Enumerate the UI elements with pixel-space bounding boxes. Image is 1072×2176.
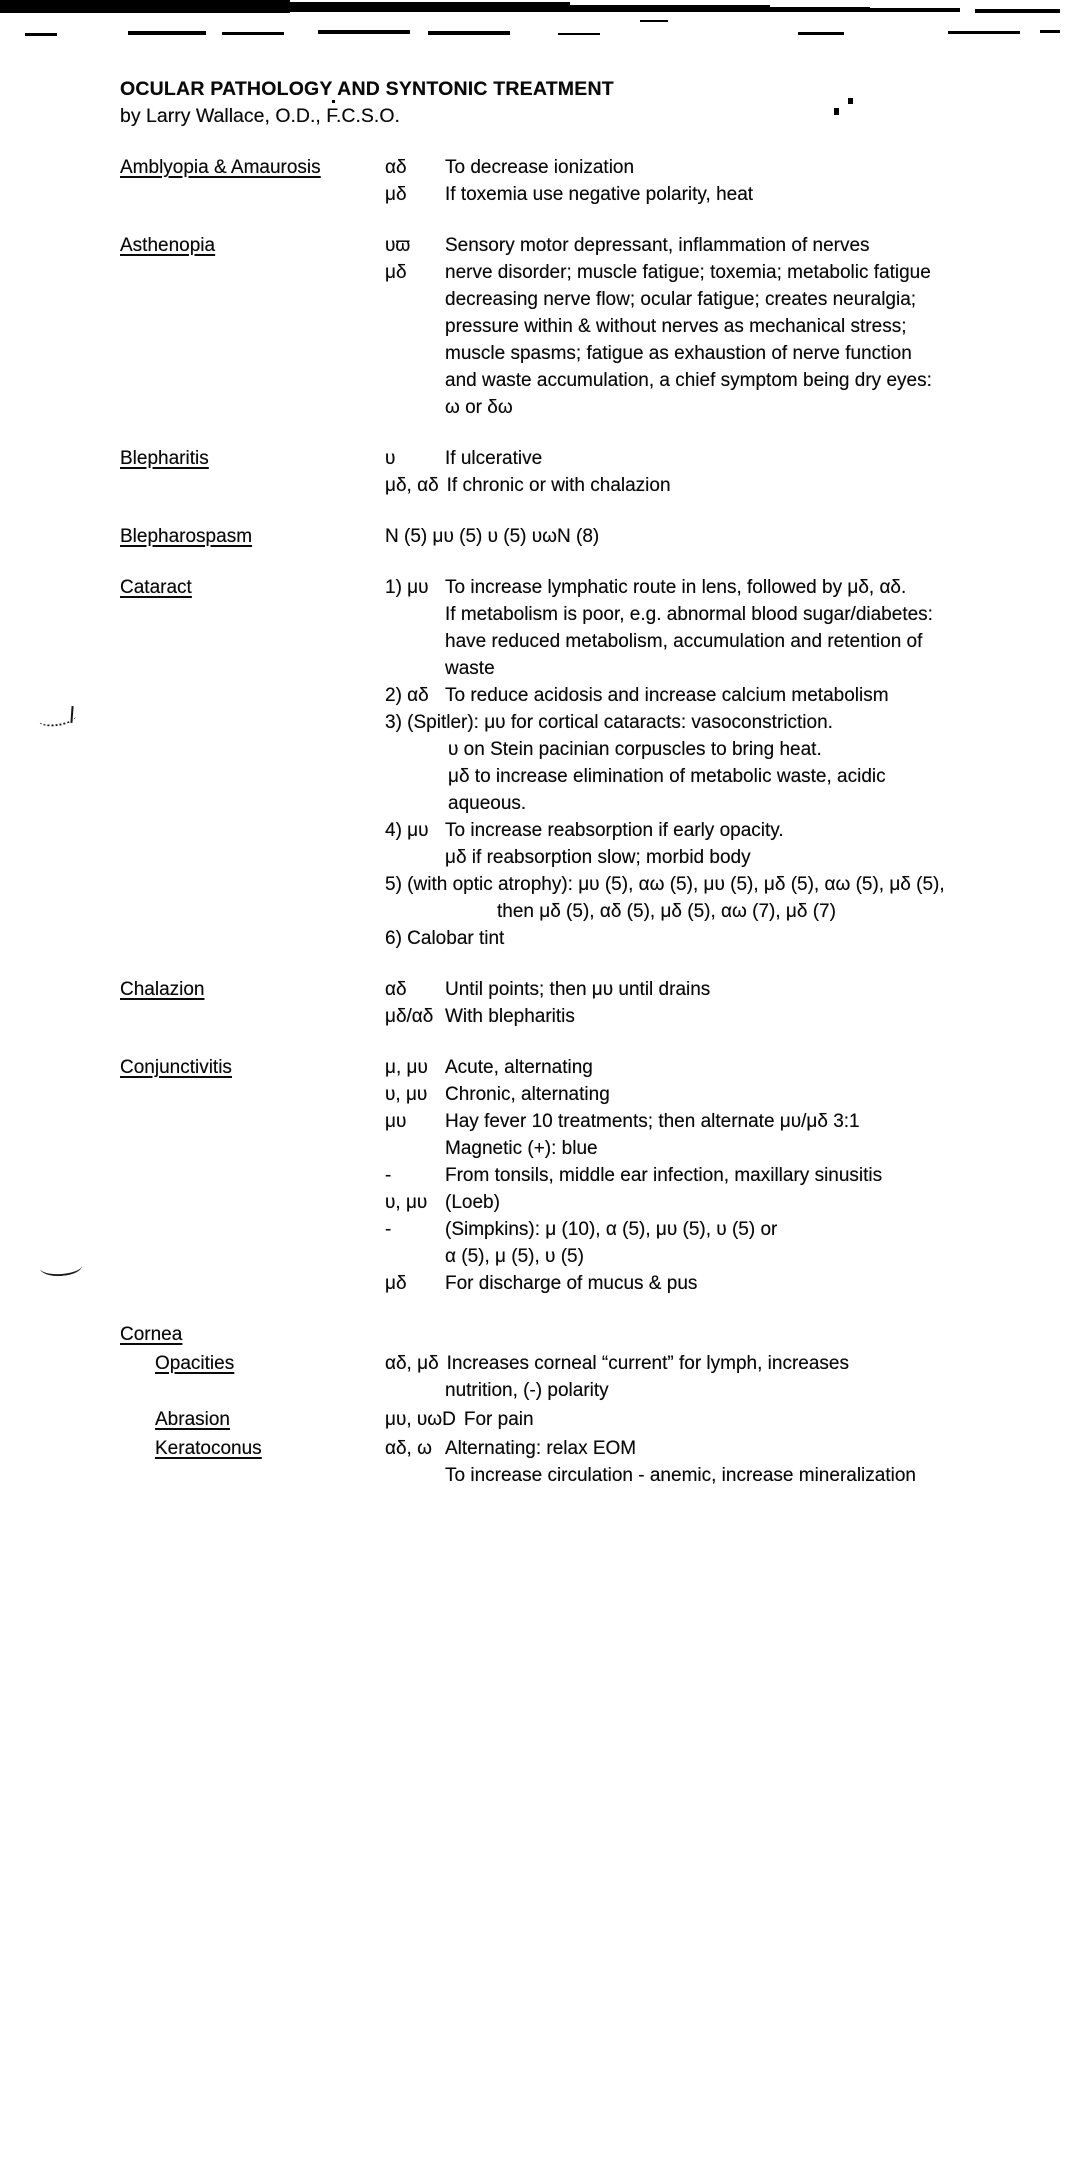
syntonic-code: μυ, υωD [385, 1409, 456, 1430]
treatment-text: If chronic or with chalazion [446, 475, 671, 496]
scan-speck [865, 8, 960, 12]
section-entry [120, 976, 1060, 1030]
section-term: Asthenopia [120, 235, 216, 256]
treatment-line [385, 154, 1060, 181]
syntonic-code: μδ [385, 262, 407, 283]
section-term-cell [120, 1054, 385, 1297]
section-term-cell [120, 1321, 385, 1348]
treatment-text: If metabolism is poor, e.g. abnormal blood sugar/diabetes: [445, 604, 933, 625]
document-page [120, 76, 1060, 1489]
treatment-text: (Loeb) [445, 1192, 500, 1213]
treatment-text: Sensory motor depressant, inflammation of nerves [445, 235, 870, 256]
treatment-text: N (5) μυ (5) υ (5) υωN (8) [385, 526, 600, 547]
treatment-text: To increase reabsorption if early opacity. [445, 820, 784, 841]
syntonic-code: υ, μυ [385, 1084, 428, 1105]
pen-mark-curve [39, 1257, 82, 1278]
treatment-text: To decrease ionization [445, 157, 635, 178]
syntonic-code [385, 367, 437, 394]
treatment-text: decreasing nerve flow; ocular fatigue; creates neuralgia; [445, 289, 917, 310]
treatment-line [385, 1108, 1060, 1135]
syntonic-code: μδ, αδ [385, 475, 439, 496]
treatment-text: pressure within & without nerves as mechanical stress; [445, 316, 907, 337]
syntonic-code: μδ/αδ [385, 1006, 434, 1027]
treatment-text: ω or δω [445, 397, 513, 418]
section-term: Cataract [120, 577, 192, 598]
scan-speck [128, 31, 206, 35]
treatment-rows [385, 976, 1060, 1030]
treatment-text: For discharge of mucus & pus [445, 1273, 698, 1294]
syntonic-code: 4) μυ [385, 820, 429, 841]
section-term-cell [120, 523, 385, 550]
section-term: Opacities [155, 1353, 235, 1374]
treatment-line [385, 313, 1060, 340]
treatment-line [385, 1435, 1060, 1462]
treatment-rows [385, 574, 1060, 952]
treatment-line [385, 763, 1060, 790]
scan-speck [798, 32, 844, 35]
treatment-text: With blepharitis [445, 1006, 575, 1027]
treatment-rows [385, 445, 1060, 499]
section-term: Keratoconus [155, 1438, 262, 1459]
section-term-cell [120, 1350, 385, 1404]
treatment-text: From tonsils, middle ear infection, maxillary sinusitis [445, 1165, 883, 1186]
section-entry [120, 1350, 1060, 1404]
section-entry [120, 232, 1060, 421]
treatment-line [385, 259, 1060, 286]
treatment-line [385, 655, 1060, 682]
treatment-line [385, 1350, 1060, 1377]
treatment-line [385, 367, 1060, 394]
treatment-line [385, 181, 1060, 208]
treatment-line [385, 1406, 1060, 1433]
section-entry [120, 154, 1060, 208]
treatment-text: aqueous. [448, 793, 527, 814]
treatment-text: 3) (Spitler): μυ for cortical cataracts: vasoconstriction. [385, 712, 833, 733]
treatment-text: waste [445, 658, 495, 679]
syntonic-code: υ, μυ [385, 1192, 428, 1213]
treatment-line [385, 1216, 1060, 1243]
syntonic-code [385, 1243, 437, 1270]
treatment-text: Hay fever 10 treatments; then alternate μυ/μδ 3:1 [445, 1111, 860, 1132]
section-term: Conjunctivitis [120, 1057, 232, 1078]
treatment-rows [385, 1350, 1060, 1404]
treatment-line-full [385, 898, 1060, 925]
treatment-text: μδ if reabsorption slow; morbid body [445, 847, 751, 868]
treatment-text: If toxemia use negative polarity, heat [445, 184, 754, 205]
treatment-text: nerve disorder; muscle fatigue; toxemia; metabolic fatigue [445, 262, 931, 283]
treatment-line-full [385, 871, 1060, 898]
scan-speck [640, 20, 668, 22]
treatment-rows [385, 523, 1060, 550]
treatment-text: To increase circulation - anemic, increase mineralization [445, 1465, 916, 1486]
treatment-line-full [385, 523, 1060, 550]
treatment-line [385, 1189, 1060, 1216]
treatment-rows [385, 232, 1060, 421]
scan-speck [240, 2, 570, 12]
syntonic-code: αδ, μδ [385, 1353, 439, 1374]
section-term-cell [120, 154, 385, 208]
treatment-line [385, 340, 1060, 367]
section-term-cell [120, 1406, 385, 1433]
section-term-cell [120, 1435, 385, 1489]
syntonic-code [385, 313, 437, 340]
treatment-line [385, 472, 1060, 499]
treatment-line-full [385, 709, 1060, 736]
section-entry [120, 1054, 1060, 1297]
syntonic-code: μδ [385, 184, 407, 205]
section-entry [120, 1321, 1060, 1348]
treatment-line [385, 790, 1060, 817]
treatment-line [385, 1162, 1060, 1189]
syntonic-code: υϖ [385, 235, 411, 256]
treatment-line [385, 1081, 1060, 1108]
section-term-cell [120, 976, 385, 1030]
treatment-line [385, 628, 1060, 655]
treatment-line [385, 1054, 1060, 1081]
treatment-line [385, 976, 1060, 1003]
section-term: Abrasion [155, 1409, 230, 1430]
treatment-line [385, 601, 1060, 628]
syntonic-code [385, 286, 437, 313]
treatment-text: Alternating: relax EOM [445, 1438, 637, 1459]
treatment-rows [385, 1321, 1060, 1348]
section-term-cell [120, 574, 385, 952]
treatment-text: If ulcerative [445, 448, 543, 469]
section-term-cell [120, 232, 385, 421]
section-entry [120, 574, 1060, 952]
section-term: Cornea [120, 1324, 183, 1345]
treatment-text: nutrition, (-) polarity [445, 1380, 609, 1401]
syntonic-code: - [385, 1219, 392, 1240]
treatment-line-full [385, 925, 1060, 952]
syntonic-code [385, 1377, 437, 1404]
syntonic-code [385, 628, 437, 655]
scan-speck [948, 31, 1020, 34]
syntonic-code: υ [385, 448, 396, 469]
section-entry [120, 1435, 1060, 1489]
section-entry [120, 1406, 1060, 1433]
syntonic-code [388, 790, 440, 817]
treatment-rows [385, 1054, 1060, 1297]
treatment-rows [385, 154, 1060, 208]
treatment-line [385, 1270, 1060, 1297]
treatment-line [385, 574, 1060, 601]
scan-speck [975, 9, 1060, 13]
syntonic-code [385, 655, 437, 682]
document-title: OCULAR PATHOLOGY AND SYNTONIC TREATMENT [120, 78, 614, 100]
treatment-line [385, 1243, 1060, 1270]
treatment-line [385, 817, 1060, 844]
treatment-line [385, 232, 1060, 259]
syntonic-code [385, 394, 437, 421]
syntonic-code [388, 763, 440, 790]
treatment-line [385, 1462, 1060, 1489]
scan-speck [1040, 30, 1060, 33]
scan-speck [428, 31, 510, 35]
treatment-rows [385, 1406, 1060, 1433]
syntonic-code: αδ, ω [385, 1438, 432, 1459]
section-entry [120, 445, 1060, 499]
treatment-text: Until points; then μυ until drains [445, 979, 711, 1000]
syntonic-code [385, 340, 437, 367]
treatment-text: have reduced metabolism, accumulation and retention of [445, 631, 923, 652]
treatment-rows [385, 1435, 1060, 1489]
section-term-cell [120, 445, 385, 499]
section-term: Chalazion [120, 979, 205, 1000]
syntonic-code: 2) αδ [385, 685, 429, 706]
scan-speck [222, 32, 284, 35]
syntonic-code [385, 601, 437, 628]
syntonic-code: 1) μυ [385, 577, 429, 598]
scan-speck [560, 5, 770, 12]
treatment-text: μδ to increase elimination of metabolic waste, acidic [448, 766, 886, 787]
treatment-line [385, 736, 1060, 763]
treatment-line [385, 682, 1060, 709]
section-term: Amblyopia & Amaurosis [120, 157, 321, 178]
treatment-line [385, 1135, 1060, 1162]
treatment-line [385, 286, 1060, 313]
section-term: Blepharitis [120, 448, 209, 469]
treatment-text: (Simpkins): μ (10), α (5), μυ (5), υ (5) or [445, 1219, 778, 1240]
syntonic-code [385, 1135, 437, 1162]
treatment-line [385, 394, 1060, 421]
treatment-text: 5) (with optic atrophy): μυ (5), αω (5), μυ (5), μδ (5), αω (5), μδ (5), [385, 874, 945, 895]
treatment-text: α (5), μ (5), υ (5) [445, 1246, 584, 1267]
scan-speck [25, 33, 57, 36]
syntonic-code: αδ [385, 157, 407, 178]
treatment-text: For pain [463, 1409, 534, 1430]
syntonic-code [385, 844, 437, 871]
syntonic-code: μδ [385, 1273, 407, 1294]
treatment-text: Chronic, alternating [445, 1084, 610, 1105]
treatment-line [385, 844, 1060, 871]
treatment-text: 6) Calobar tint [385, 928, 505, 949]
pen-mark-curve [37, 707, 77, 728]
scan-speck [558, 33, 600, 35]
treatment-text: Acute, alternating [445, 1057, 593, 1078]
document-byline: by Larry Wallace, O.D., F.C.S.O. [120, 105, 400, 127]
treatment-text: Increases corneal “current” for lymph, increases [446, 1353, 849, 1374]
syntonic-code: - [385, 1165, 392, 1186]
scan-speck [755, 7, 870, 12]
treatment-text: and waste accumulation, a chief symptom being dry eyes: [445, 370, 932, 391]
scan-speck [318, 30, 410, 34]
treatment-text: υ on Stein pacinian corpuscles to bring heat. [448, 739, 822, 760]
treatment-text: then μδ (5), αδ (5), μδ (5), αω (7), μδ (7) [497, 901, 836, 922]
section-entry [120, 523, 1060, 550]
syntonic-code [388, 736, 440, 763]
treatment-text: To reduce acidosis and increase calcium metabolism [445, 685, 889, 706]
treatment-line [385, 1377, 1060, 1404]
syntonic-code: αδ [385, 979, 407, 1000]
entries-list [120, 154, 1060, 1489]
section-term: Blepharospasm [120, 526, 253, 547]
treatment-text: Magnetic (+): blue [445, 1138, 598, 1159]
syntonic-code [385, 1462, 437, 1489]
treatment-text: muscle spasms; fatigue as exhaustion of nerve function [445, 343, 912, 364]
syntonic-code: μυ [385, 1111, 407, 1132]
treatment-line [385, 1003, 1060, 1030]
treatment-text: To increase lymphatic route in lens, followed by μδ, αδ. [445, 577, 907, 598]
syntonic-code: μ, μυ [385, 1057, 428, 1078]
treatment-line [385, 445, 1060, 472]
